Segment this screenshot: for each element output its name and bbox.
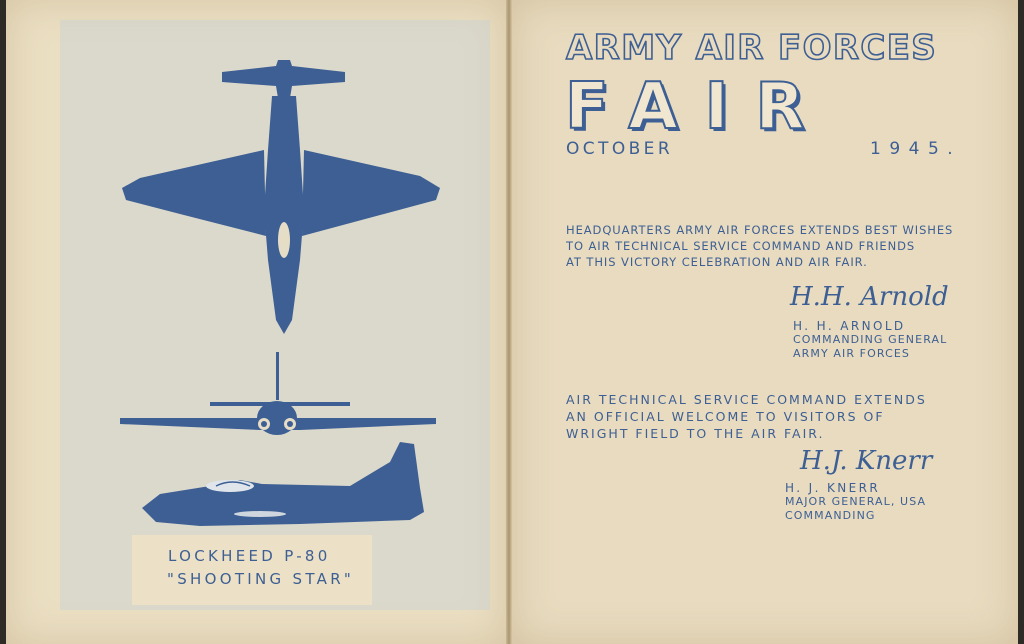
signer-name: H. J. KNERR xyxy=(785,481,881,495)
signer-title: COMMANDING GENERAL xyxy=(793,333,948,346)
date-year: 1945. xyxy=(870,139,962,159)
title-army-air-forces: ARMY AIR FORCES xyxy=(566,28,938,68)
signer-name: H. H. ARNOLD xyxy=(793,319,906,333)
atsc-message xyxy=(566,391,927,442)
hq-message-line: AT THIS VICTORY CELEBRATION AND AIR FAIR. xyxy=(566,255,868,269)
signer-title: MAJOR GENERAL, USA xyxy=(785,495,927,508)
signer-title: COMMANDING xyxy=(785,509,876,522)
atsc-message-line: AIR TECHNICAL SERVICE COMMAND EXTENDS xyxy=(566,392,927,407)
arnold-signature-block xyxy=(793,319,947,361)
knerr-signature-block xyxy=(785,481,926,523)
aircraft-caption-nickname: "SHOOTING STAR" xyxy=(167,570,355,588)
aircraft-caption-maker: LOCKHEED P-80 xyxy=(168,547,331,565)
atsc-message-line: AN OFFICIAL WELCOME TO VISITORS OF xyxy=(566,409,885,424)
date-month: OCTOBER xyxy=(566,139,674,159)
knerr-signature: H.J. Knerr xyxy=(800,446,933,476)
hq-message-line: TO AIR TECHNICAL SERVICE COMMAND AND FRIENDS xyxy=(566,239,916,253)
arnold-signature: H.H. Arnold xyxy=(790,282,949,312)
hq-message-line: HEADQUARTERS ARMY AIR FORCES EXTENDS BEST WISHES xyxy=(566,223,954,237)
title-fair: FAIR xyxy=(565,70,832,144)
atsc-message-line: WRIGHT FIELD TO THE AIR FAIR. xyxy=(566,426,825,441)
p80-side-view xyxy=(142,442,424,526)
p80-front-view xyxy=(120,352,436,435)
hq-message xyxy=(566,222,953,270)
p80-top-view xyxy=(122,60,440,334)
signer-title: ARMY AIR FORCES xyxy=(793,347,910,360)
